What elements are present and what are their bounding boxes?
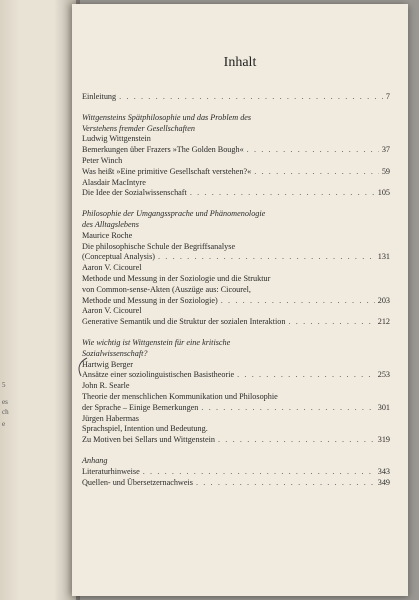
toc-entry <box>82 92 390 103</box>
toc-entry <box>82 188 390 199</box>
leader-dots <box>190 188 375 199</box>
toc-entry <box>82 370 390 381</box>
section-gap <box>82 328 390 338</box>
page-number: 59 <box>381 166 390 176</box>
entry-title: Die Idee der Sozialwissenschaft <box>82 188 187 198</box>
author-name: Hartwig Berger <box>82 359 134 369</box>
section-heading: Philosophie der Umgangssprache und Phänomenologie <box>82 209 266 219</box>
page-number: 343 <box>377 466 390 476</box>
toc-entry <box>82 403 390 414</box>
book-page <box>72 4 408 596</box>
section-heading: Anhang <box>82 455 108 465</box>
entry-title-line: Sprachspiel, Intention und Bedeutung. <box>82 424 208 434</box>
entry-title: Einleitung <box>82 92 117 101</box>
section-heading: Verstehens fremder Gesellschaften <box>82 123 195 133</box>
leader-dots <box>221 296 375 307</box>
page-number: 349 <box>377 477 390 487</box>
author-name: Aaron V. Cicourel <box>82 306 142 316</box>
section-heading: Wie wichtig ist Wittgenstein für eine kritische <box>82 337 231 347</box>
toc-entry <box>82 435 390 446</box>
page-number: 131 <box>377 252 390 262</box>
toc-entry <box>82 478 390 489</box>
entry-title: Ansätze einer soziolinguistischen Basistheorie <box>82 370 235 380</box>
section-heading: Sozialwissenschaft? <box>82 348 148 358</box>
page-number: 253 <box>377 370 390 380</box>
entry-title: Was heißt »Eine primitive Gesellschaft verstehen?« <box>82 166 252 176</box>
toc-section <box>82 338 390 446</box>
left-fragment: es <box>2 398 8 406</box>
leader-dots <box>196 478 375 489</box>
left-fragment: ch <box>2 408 9 416</box>
page-number: 105 <box>377 188 390 198</box>
toc-entry <box>82 467 390 478</box>
toc-entry <box>82 296 390 307</box>
toc-entry <box>82 145 390 156</box>
toc-section <box>82 113 390 199</box>
toc-entry <box>82 252 390 263</box>
page-number: 212 <box>377 317 390 327</box>
page-number: 37 <box>381 145 390 155</box>
toc-entry <box>82 167 390 178</box>
leader-dots <box>119 92 383 103</box>
leader-dots <box>158 252 375 263</box>
leader-dots <box>254 167 379 178</box>
leader-dots <box>143 467 375 478</box>
toc-section <box>82 209 390 328</box>
author-name: Peter Winch <box>82 155 123 165</box>
entry-title: Zu Motiven bei Sellars und Wittgenstein <box>82 435 216 445</box>
table-of-contents <box>82 92 390 488</box>
author-name: Aaron V. Cicourel <box>82 263 142 273</box>
page-edge <box>0 0 20 600</box>
page-number: 319 <box>377 435 390 445</box>
entry-title: (Conceptual Analysis) <box>82 252 155 262</box>
author-name: Alasdair MacIntyre <box>82 177 146 187</box>
left-fragment: 5 <box>2 381 6 389</box>
page-number: 301 <box>377 402 390 412</box>
page-number: 203 <box>377 295 390 305</box>
leader-dots <box>289 317 375 328</box>
leader-dots <box>218 435 375 446</box>
page-title: Inhalt <box>223 55 257 70</box>
entry-title: Literaturhinweise <box>82 466 140 476</box>
author-name: Ludwig Wittgenstein <box>82 134 151 144</box>
section-gap <box>82 199 390 209</box>
section-heading: Wittgensteins Spätphilosophie und das Problem des <box>82 112 252 122</box>
entry-title-line: Die philosophische Schule der Begriffsanalyse <box>82 241 236 251</box>
author-name: John R. Searle <box>82 381 130 391</box>
left-fragment: e <box>2 420 6 428</box>
section-heading: des Alltagslebens <box>82 219 139 229</box>
entry-title: Bemerkungen über Frazers »The Golden Bough« <box>82 145 244 155</box>
author-name: Maurice Roche <box>82 230 133 240</box>
entry-title-line: Theorie der menschlichen Kommunikation und Philosophie <box>82 391 278 401</box>
toc-entry <box>82 317 390 328</box>
section-gap <box>82 103 390 113</box>
leader-dots <box>201 403 374 414</box>
section-gap <box>82 446 390 456</box>
entry-title: Methode und Messung in der Soziologie) <box>82 295 218 305</box>
author-name: Jürgen Habermas <box>82 413 139 423</box>
leader-dots <box>247 145 379 156</box>
page-number: 7 <box>385 92 390 101</box>
entry-title-line: von Common-sense-Akten (Auszüge aus: Cicourel, <box>82 284 251 294</box>
entry-title: Generative Semantik und die Struktur der sozialen Interaktion <box>82 317 286 327</box>
entry-title: der Sprache – Einige Bemerkungen <box>82 402 199 412</box>
leader-dots <box>237 370 375 381</box>
entry-title-line: Methode und Messung in der Soziologie und die Struktur <box>82 273 271 283</box>
entry-title: Quellen- und Übersetzernachweis <box>82 477 193 487</box>
toc-section <box>82 456 390 488</box>
